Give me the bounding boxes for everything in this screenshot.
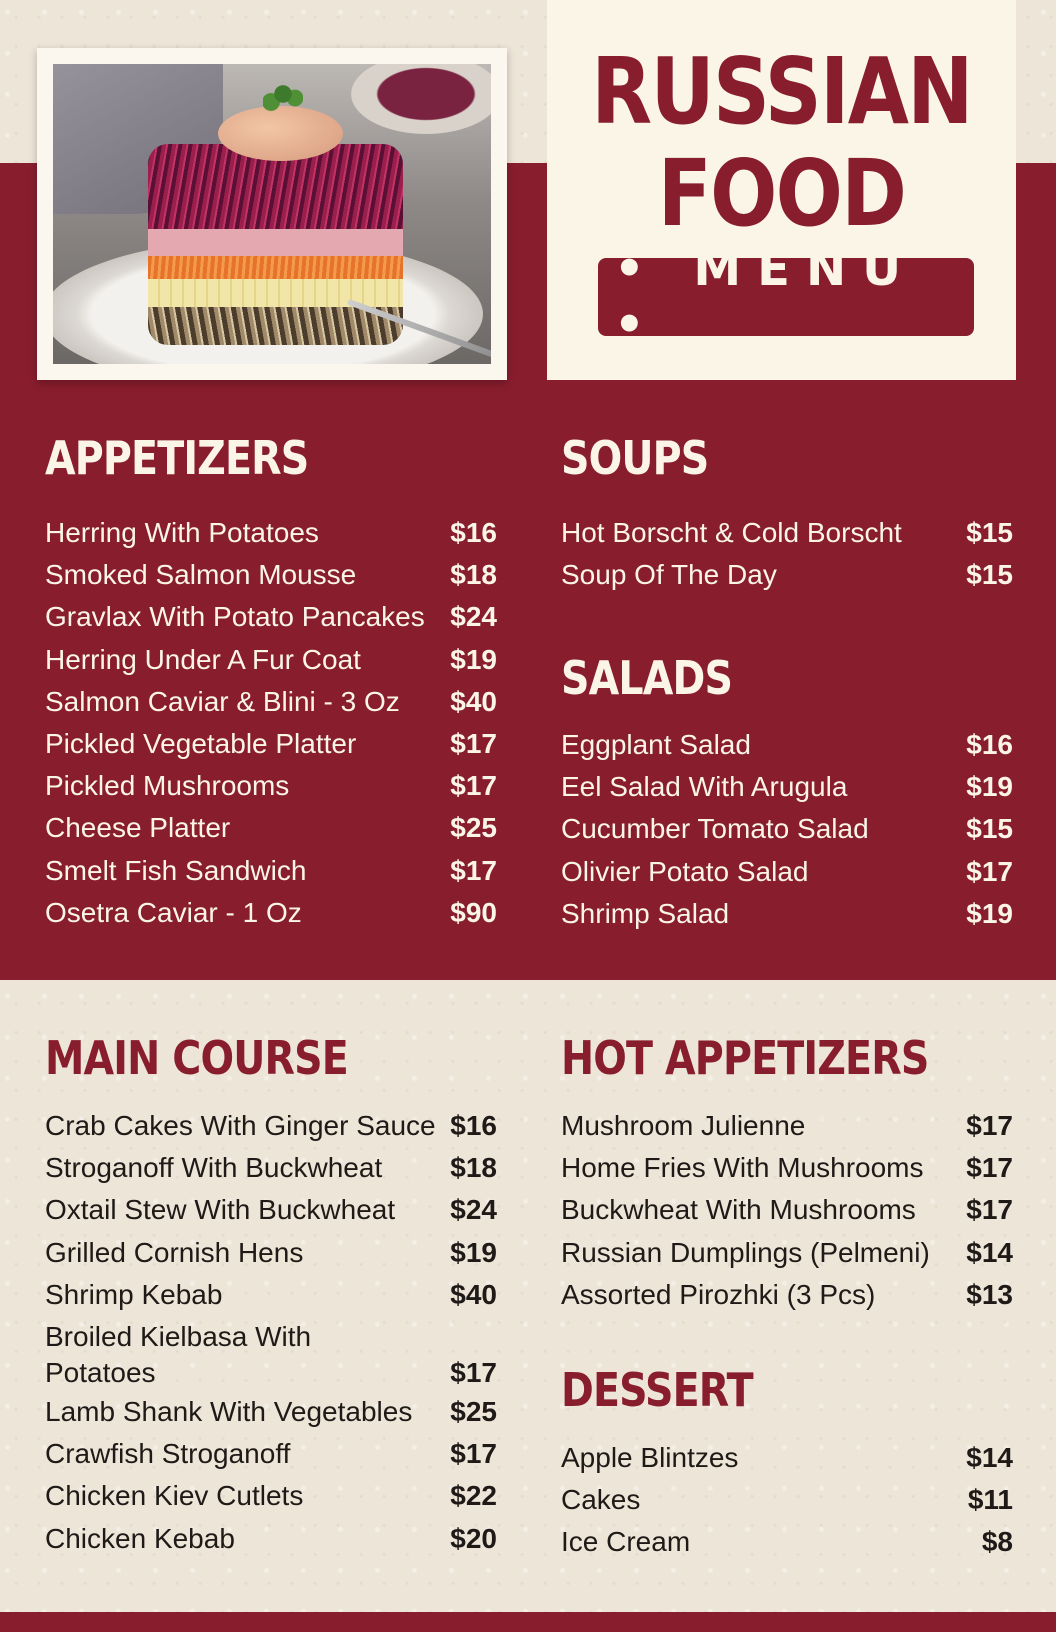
item-name: Buckwheat With Mushrooms [561,1194,916,1226]
soups-list [561,512,1013,596]
item-price: $90 [450,896,497,928]
photo-carrot-layer [148,256,403,281]
menu-item [561,1521,1013,1563]
menu-item [45,892,497,934]
item-name: Mushroom Julienne [561,1110,806,1141]
menu-item [45,1147,497,1189]
menu-item [561,893,1013,935]
menu-badge-label: • MENU • [614,241,918,353]
item-price: $11 [967,1484,1013,1516]
photo-bowl [351,64,491,134]
item-name: Salmon Caviar & Blini - 3 Oz [45,685,400,717]
item-price: $17 [966,1152,1013,1184]
item-name: Eel Salad With Arugula [561,771,848,803]
item-name: Pickled Vegetable Platter [45,728,357,760]
item-name: Lamb Shank With Vegetables [45,1396,413,1428]
item-price: $14 [966,1442,1013,1473]
item-name: Stroganoff With Buckwheat [45,1152,383,1184]
appetizers-section [45,430,497,928]
dessert-list [561,1437,1013,1564]
item-name: Cheese Platter [45,812,231,844]
main-course-section [45,1030,497,1554]
item-price: $19 [966,897,1013,929]
item-price: $22 [450,1480,497,1512]
item-name: Eggplant Salad [561,729,751,760]
item-name: Chicken Kiev Cutlets [45,1480,304,1512]
menu-title-line2: FOOD [657,140,906,247]
menu-item [45,1274,497,1316]
menu-item [45,681,497,723]
item-price: $13 [966,1278,1013,1310]
menu-badge [598,241,974,353]
menu-item [561,1479,1013,1521]
appetizers-heading: APPETIZERS [45,431,309,485]
item-price: $15 [966,517,1013,548]
item-name: Chicken Kebab [45,1522,235,1554]
menu-item [561,766,1013,808]
menu-item [45,1433,497,1475]
soups-section [561,430,1013,591]
bottom-band [0,1612,1056,1632]
item-price: $19 [966,771,1013,803]
item-name: Broiled Kielbasa With Potatoes [45,1321,312,1389]
item-price: $17 [450,770,497,802]
main-course-heading: MAIN COURSE [45,1031,348,1085]
item-price: $25 [450,812,497,844]
menu-item [45,1518,497,1560]
item-name: Osetra Caviar - 1 Oz [45,896,302,928]
menu-item [561,1147,1013,1189]
main-course-list [45,1105,497,1560]
item-name: Crab Cakes With Ginger Sauce [45,1110,436,1141]
menu-item [561,851,1013,893]
menu-item [45,1105,497,1147]
item-name: Olivier Potato Salad [561,855,809,887]
menu-item [561,808,1013,850]
item-price: $17 [450,728,497,760]
item-price: $16 [966,729,1013,760]
soups-heading: SOUPS [561,431,709,485]
item-name: Ice Cream [561,1526,691,1558]
item-price: $19 [450,1236,497,1268]
menu-item [45,1232,497,1274]
item-name: Shrimp Kebab [45,1278,223,1310]
item-price: $24 [450,601,497,633]
hot-appetizers-list [561,1105,1013,1316]
item-name: Crawfish Stroganoff [45,1438,291,1470]
menu-item [45,807,497,849]
menu-item [45,850,497,892]
menu-item [45,554,497,596]
menu-item [561,1232,1013,1274]
item-price: $19 [450,643,497,675]
photo-pink-layer [148,229,403,259]
menu-item [45,1316,497,1391]
dessert-heading: DESSERT [561,1363,753,1417]
item-price: $25 [450,1396,497,1428]
item-price: $18 [450,559,497,591]
item-name: Gravlax With Potato Pancakes [45,601,425,633]
item-name: Shrimp Salad [561,897,730,929]
item-price: $24 [450,1194,497,1226]
item-name: Herring Under A Fur Coat [45,643,361,675]
item-price: $17 [450,1438,497,1470]
item-price: $40 [450,1278,497,1310]
item-name: Grilled Cornish Hens [45,1236,304,1268]
item-name: Pickled Mushrooms [45,770,290,802]
item-price: $8 [981,1526,1013,1558]
menu-item [45,512,497,554]
menu-item [45,596,497,638]
appetizers-list [45,512,497,934]
item-price: $18 [450,1152,497,1184]
menu-title-line1: RUSSIAN [591,38,972,145]
title-box [547,0,1016,380]
hot-appetizers-heading: HOT APPETIZERS [561,1031,929,1085]
item-price: $20 [450,1522,497,1554]
item-name: Russian Dumplings (Pelmeni) [561,1236,930,1268]
photo-herb [263,74,303,114]
menu-item [561,1189,1013,1231]
item-name: Apple Blintzes [561,1442,739,1473]
menu-item [561,512,1013,554]
photo-mushroom-layer [148,307,403,345]
menu-item [45,1391,497,1433]
item-price: $16 [450,1110,497,1141]
item-price: $15 [966,559,1013,591]
item-price: $16 [450,517,497,548]
dessert-section [561,1362,1013,1558]
item-name: Assorted Pirozhki (3 Pcs) [561,1278,876,1310]
item-price: $14 [966,1236,1013,1268]
menu-item [561,1274,1013,1316]
item-price: $40 [450,685,497,717]
menu-item [561,1105,1013,1147]
item-price: $17 [966,1110,1013,1141]
item-price: $17 [966,855,1013,887]
menu-item [45,1189,497,1231]
item-price: $17 [450,854,497,886]
menu-item [561,1437,1013,1479]
item-name: Home Fries With Mushrooms [561,1152,924,1184]
layered-salad-photo [53,64,491,364]
item-name: Smelt Fish Sandwich [45,854,307,886]
item-name: Herring With Potatoes [45,517,319,548]
item-name: Cucumber Tomato Salad [561,813,869,845]
item-name: Cakes [561,1484,641,1516]
item-price: $15 [966,813,1013,845]
item-name: Smoked Salmon Mousse [45,559,357,591]
salads-section [561,650,1013,929]
item-name: Hot Borscht & Cold Borscht [561,517,902,548]
menu-item [561,554,1013,596]
menu-item [45,765,497,807]
menu-item [45,1475,497,1517]
menu-item [45,639,497,681]
item-price: $17 [966,1194,1013,1226]
salads-list [561,724,1013,935]
item-name: Oxtail Stew With Buckwheat [45,1194,396,1226]
item-name: Soup Of The Day [561,559,777,591]
photo-sauce [218,106,343,161]
food-photo-frame [37,48,507,380]
menu-item [561,724,1013,766]
menu-item [45,723,497,765]
salads-heading: SALADS [561,651,733,705]
hot-appetizers-section [561,1030,1013,1310]
item-price: $17 [450,1357,497,1389]
